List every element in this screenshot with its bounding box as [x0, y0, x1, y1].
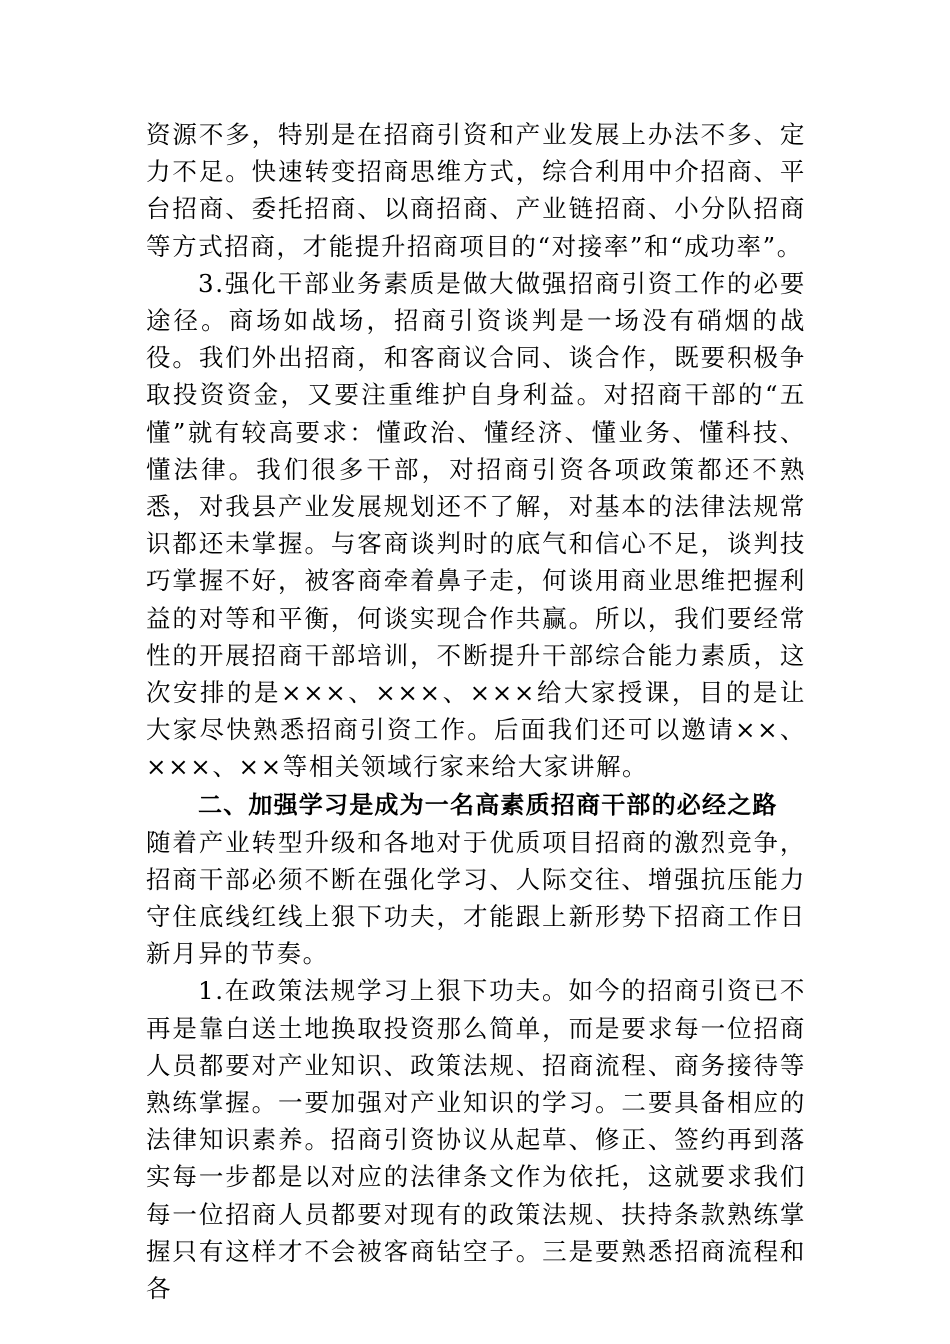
paragraph-section-intro: 随着产业转型升级和各地对于优质项目招商的激烈竞争，招商干部必须不断在强化学习、人际交往、增强抗压能力守住底线红线上狠下功夫，才能跟上新形势下招商工作日新月异的节奏。 [146, 827, 806, 969]
document-page [146, 116, 806, 1307]
section-heading-2: 二、加强学习是成为一名高素质招商干部的必经之路 [198, 790, 778, 819]
paragraph-point-1: 1.在政策法规学习上狠下功夫。如今的招商引资已不再是靠白送土地换取投资那么简单，而是要求每一位招商人员都要对产业知识、政策法规、招商流程、商务接待等熟练掌握。一要加强对产业知识的学习。二要具备相应的法律知识素养。招商引资协议从起草、修正、签约再到落实每一步都是以对应的法律条文作为依托，这就要求我们每一位招商人员都要对现有的政策法规、扶持条款熟练掌握只有这样才不会被客商钻空子。三是要熟悉招商流程和各 [146, 976, 806, 1304]
paragraph-point-3: 3.强化干部业务素质是做大做强招商引资工作的必要途径。商场如战场，招商引资谈判是一场没有硝烟的战役。我们外出招商，和客商议合同、谈合作，既要积极争取投资资金，又要注重维护自身利益。对招商干部的“五懂”就有较高要求：懂政治、懂经济、懂业务、懂科技、懂法律。我们很多干部，对招商引资各项政策都还不熟悉，对我县产业发展规划还不了解，对基本的法律法规常识都还未掌握。与客商谈判时的底气和信心不足，谈判技巧掌握不好，被客商牵着鼻子走，何谈用商业思维把握利益的对等和平衡，何谈实现合作共赢。所以，我们要经常性的开展招商干部培训，不断提升干部综合能力素质，这次安排的是×××、×××、×××给大家授课，目的是让大家尽快熟悉招商引资工作。后面我们还可以邀请××、×××、××等相关领域行家来给大家讲解。 [146, 268, 806, 782]
paragraph-continued: 资源不多，特别是在招商引资和产业发展上办法不多、定力不足。快速转变招商思维方式，综合利用中介招商、平台招商、委托招商、以商招商、产业链招商、小分队招商等方式招商，才能提升招商项目的“对接率”和“成功率”。 [146, 120, 806, 261]
